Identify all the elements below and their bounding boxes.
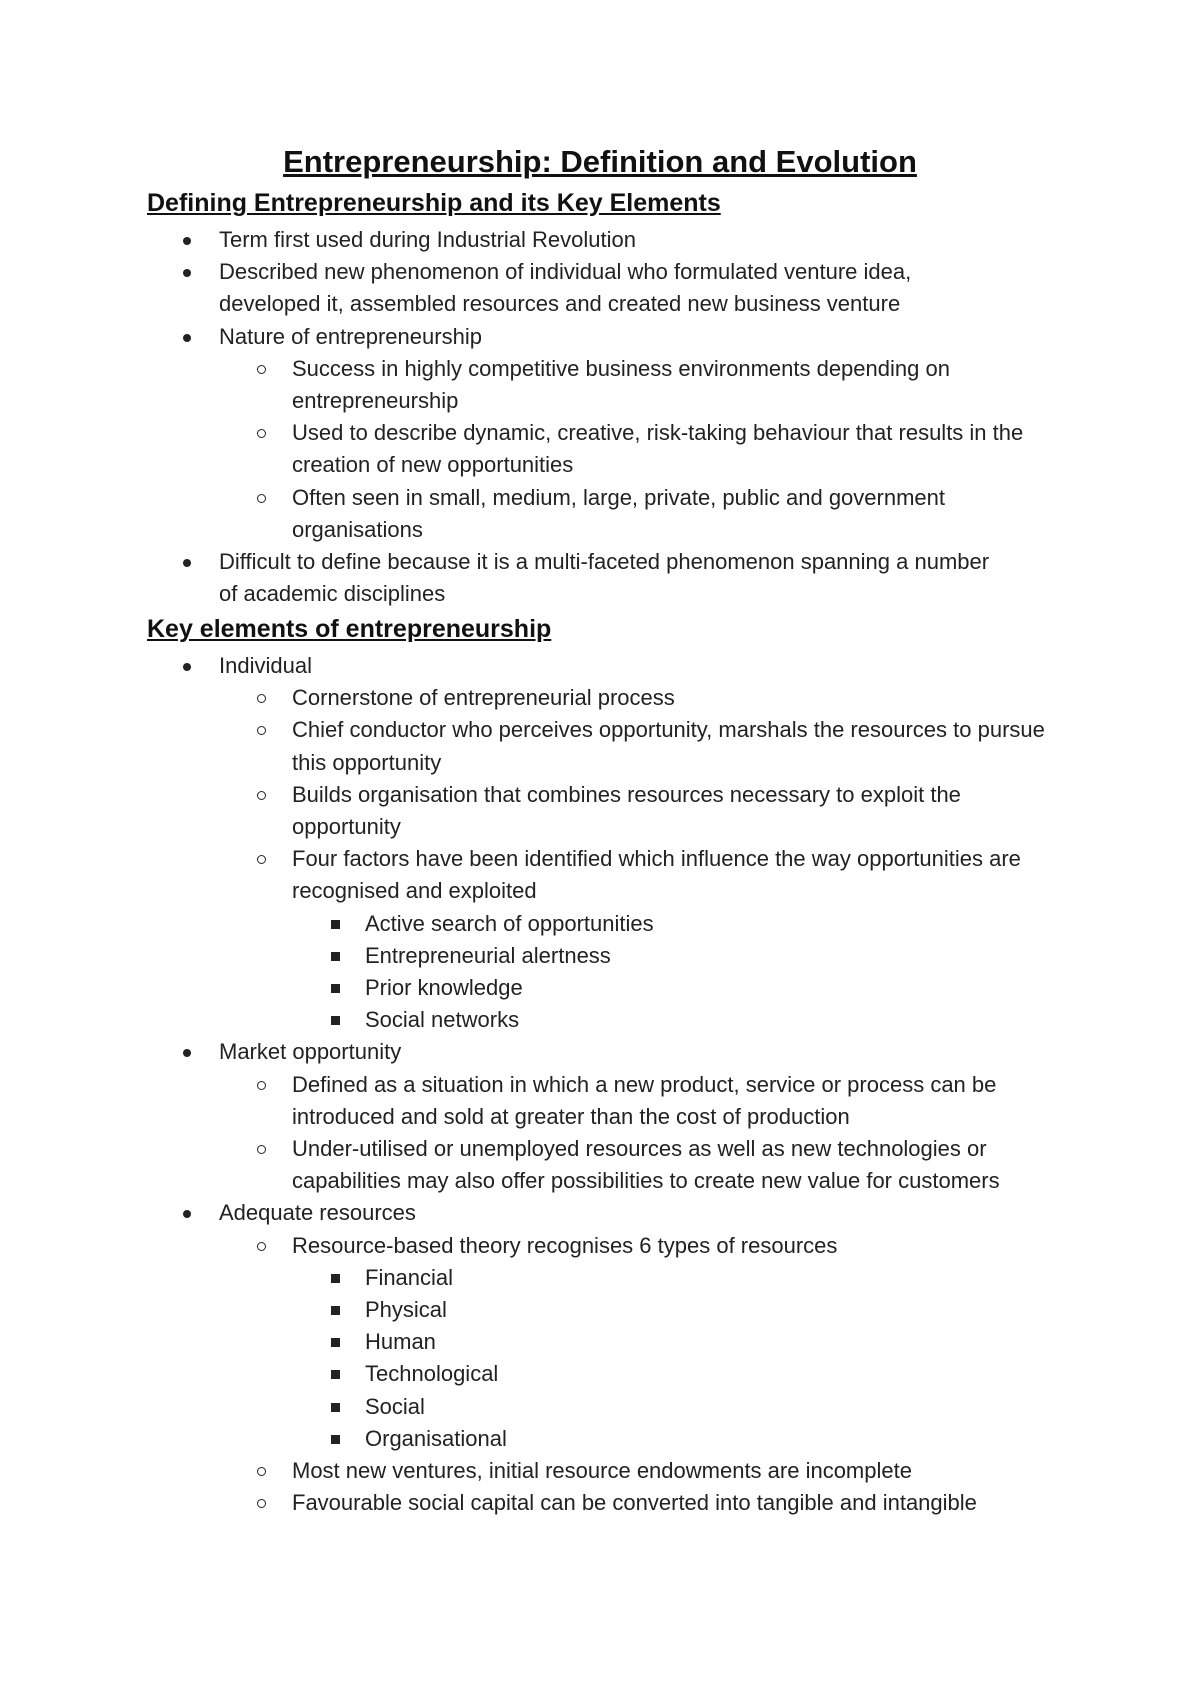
hollow-circle-bullet-icon <box>255 353 269 385</box>
filled-circle-bullet-icon <box>181 546 193 578</box>
hollow-circle-bullet-icon <box>255 1455 269 1487</box>
hollow-circle-bullet-icon <box>255 714 269 746</box>
list-item: Physical <box>0 1294 1200 1326</box>
square-bullet-icon <box>329 940 341 972</box>
list-item: Defined as a situation in which a new product, service or process can be introduced and sold at greater than the cost of production <box>0 1069 1200 1133</box>
hollow-circle-bullet-icon <box>255 482 269 514</box>
filled-circle-bullet-icon <box>181 1036 193 1068</box>
square-bullet-icon <box>329 1326 341 1358</box>
section-list-key-elements <box>0 650 1200 1519</box>
hollow-circle-bullet-icon <box>255 682 269 714</box>
square-bullet-icon <box>329 1294 341 1326</box>
filled-circle-bullet-icon <box>181 650 193 682</box>
list-item: Entrepreneurial alertness <box>0 940 1200 972</box>
list-item: Financial <box>0 1262 1200 1294</box>
filled-circle-bullet-icon <box>181 1197 193 1229</box>
list-item: Builds organisation that combines resources necessary to exploit the opportunity <box>0 779 1200 843</box>
hollow-circle-bullet-icon <box>255 1230 269 1262</box>
filled-circle-bullet-icon <box>181 224 193 256</box>
section-heading-key-elements: Key elements of entrepreneurship <box>147 615 552 643</box>
list-item: Difficult to define because it is a multi-faceted phenomenon spanning a number of academic disciplines <box>0 546 1200 610</box>
list-item: Resource-based theory recognises 6 types of resources <box>0 1230 1200 1262</box>
list-item: Human <box>0 1326 1200 1358</box>
list-item: Used to describe dynamic, creative, risk-taking behaviour that results in the creation of new opportunities <box>0 417 1200 481</box>
list-item: Organisational <box>0 1423 1200 1455</box>
list-item: Most new ventures, initial resource endowments are incomplete <box>0 1455 1200 1487</box>
list-item: Four factors have been identified which influence the way opportunities are recognised and exploited <box>0 843 1200 907</box>
list-item: Nature of entrepreneurship <box>0 321 1200 353</box>
list-item: Technological <box>0 1358 1200 1390</box>
square-bullet-icon <box>329 1358 341 1390</box>
list-item: Social <box>0 1391 1200 1423</box>
square-bullet-icon <box>329 908 341 940</box>
list-item: Described new phenomenon of individual who formulated venture idea, developed it, assembled resources and created new business venture <box>0 256 1200 320</box>
list-item: Social networks <box>0 1004 1200 1036</box>
hollow-circle-bullet-icon <box>255 843 269 875</box>
square-bullet-icon <box>329 1004 341 1036</box>
list-item: Individual <box>0 650 1200 682</box>
square-bullet-icon <box>329 972 341 1004</box>
filled-circle-bullet-icon <box>181 256 193 288</box>
hollow-circle-bullet-icon <box>255 417 269 449</box>
square-bullet-icon <box>329 1391 341 1423</box>
list-item: Often seen in small, medium, large, private, public and government organisations <box>0 482 1200 546</box>
square-bullet-icon <box>329 1423 341 1455</box>
list-item: Market opportunity <box>0 1036 1200 1068</box>
hollow-circle-bullet-icon <box>255 1133 269 1165</box>
list-item: Prior knowledge <box>0 972 1200 1004</box>
list-item: Cornerstone of entrepreneurial process <box>0 682 1200 714</box>
hollow-circle-bullet-icon <box>255 779 269 811</box>
page-title: Entrepreneurship: Definition and Evolution <box>283 144 917 179</box>
section-list-defining <box>0 224 1200 610</box>
list-item: Active search of opportunities <box>0 908 1200 940</box>
section-heading-defining: Defining Entrepreneurship and its Key Elements <box>147 189 721 217</box>
square-bullet-icon <box>329 1262 341 1294</box>
hollow-circle-bullet-icon <box>255 1069 269 1101</box>
list-item: Under-utilised or unemployed resources as well as new technologies or capabilities may also offer possibilities to create new value for customers <box>0 1133 1200 1197</box>
list-item: Term first used during Industrial Revolution <box>0 224 1200 256</box>
list-item: Adequate resources <box>0 1197 1200 1229</box>
list-item: Favourable social capital can be converted into tangible and intangible <box>0 1487 1200 1519</box>
list-item: Chief conductor who perceives opportunity, marshals the resources to pursue this opportunity <box>0 714 1200 778</box>
hollow-circle-bullet-icon <box>255 1487 269 1519</box>
list-item: Success in highly competitive business environments depending on entrepreneurship <box>0 353 1200 417</box>
filled-circle-bullet-icon <box>181 321 193 353</box>
